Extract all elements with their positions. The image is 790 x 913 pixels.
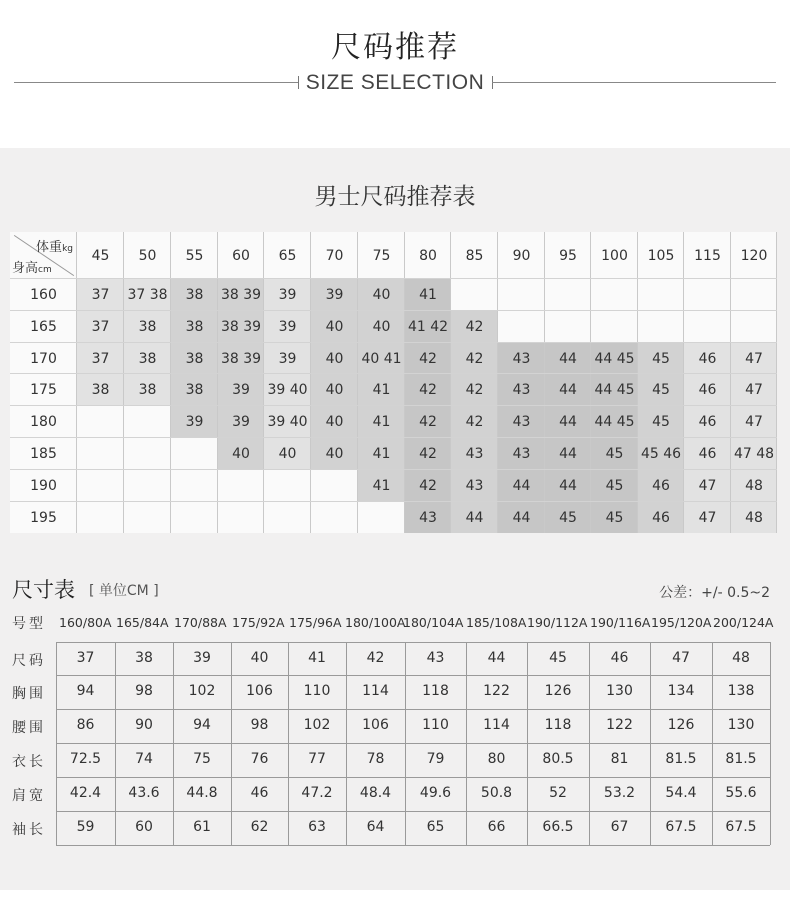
size-cell: 46: [684, 406, 731, 438]
size-cell: 38 39: [218, 311, 264, 343]
size-cell: 40: [311, 343, 358, 374]
page-subtitle: SIZE SELECTION: [305, 71, 485, 94]
size-value: 75: [193, 751, 211, 767]
size-cell: 41: [358, 374, 405, 406]
size-cell: [498, 311, 545, 343]
grid-line: [10, 310, 777, 311]
height-header: 185: [10, 438, 77, 470]
size-cell: 42: [451, 311, 498, 343]
size-value: 72.5: [69, 751, 102, 767]
size-value: 74: [135, 751, 153, 767]
size-value: 47: [672, 650, 690, 666]
size-cell: [171, 438, 218, 470]
table-line: [56, 642, 770, 643]
size-value: 138: [727, 683, 755, 699]
size-value: 54.4: [665, 785, 697, 801]
size-cell: [218, 502, 264, 533]
size-cell: [358, 502, 405, 533]
size-value: 122: [483, 683, 510, 699]
size-table-title: 尺寸表: [12, 578, 75, 602]
grid-corner: [10, 232, 77, 279]
tolerance-note: 公差：+/- 0.5~2: [659, 585, 770, 601]
grid-line: [10, 405, 777, 406]
size-cell: 41: [358, 438, 405, 470]
size-value: 98: [250, 717, 269, 733]
size-value: 80: [487, 751, 506, 767]
size-cell: [638, 311, 684, 343]
size-cell: 44 45: [591, 406, 638, 438]
table-line: [56, 743, 770, 744]
size-cell: [77, 406, 124, 438]
size-cell: 45 46: [638, 438, 684, 470]
size-value: 94: [76, 683, 95, 699]
weight-header: 100: [591, 232, 638, 279]
model-value: 180/100A: [345, 615, 406, 630]
size-value: 86: [76, 717, 95, 733]
model-label: 号型: [12, 616, 46, 632]
height-header: 195: [10, 502, 77, 533]
model-value: 195/120A: [651, 615, 712, 630]
size-cell: 40: [311, 311, 358, 343]
size-value: 60: [135, 819, 153, 835]
size-value: 43.6: [128, 785, 160, 801]
size-value: 114: [483, 717, 510, 733]
size-value: 50.8: [480, 785, 513, 801]
model-value: 185/108A: [466, 615, 527, 630]
size-cell: 40: [358, 311, 405, 343]
size-cell: 47: [731, 343, 777, 374]
size-cell: 43: [498, 343, 545, 374]
size-cell: 37 38: [124, 279, 171, 311]
size-value: 81.5: [725, 751, 757, 767]
size-cell: 43: [451, 470, 498, 502]
size-value: 45: [549, 650, 567, 666]
divider-right: [492, 82, 776, 83]
size-cell: 42: [405, 438, 451, 470]
weight-header: 80: [405, 232, 451, 279]
height-header: 165: [10, 311, 77, 343]
size-cell: [591, 279, 638, 311]
size-cell: 45: [591, 502, 638, 533]
size-value: 64: [366, 819, 385, 835]
size-cell: 43: [405, 502, 451, 533]
size-row-label: 腰围: [12, 720, 46, 736]
model-value: 180/104A: [403, 615, 464, 630]
size-cell: 46: [684, 438, 731, 470]
size-cell: 43: [498, 374, 545, 406]
size-value: 79: [426, 751, 445, 767]
size-cell: [77, 502, 124, 533]
size-value: 65: [426, 819, 445, 835]
size-cell: 41: [358, 470, 405, 502]
recommend-grid: [10, 232, 783, 533]
size-cell: 39 40: [264, 406, 311, 438]
size-cell: 43: [498, 438, 545, 470]
size-cell: [545, 279, 591, 311]
size-cell: 37: [77, 311, 124, 343]
size-value: 42.4: [69, 785, 102, 801]
height-header: 170: [10, 343, 77, 374]
weight-header: 55: [171, 232, 218, 279]
size-value: 78: [366, 751, 385, 767]
size-cell: [124, 406, 171, 438]
model-value: 160/80A: [59, 615, 112, 630]
grid-line: [10, 373, 777, 374]
size-cell: 42: [405, 406, 451, 438]
table-line: [231, 642, 232, 845]
weight-header: 105: [638, 232, 684, 279]
weight-header: 45: [77, 232, 124, 279]
size-cell: 40: [264, 438, 311, 470]
size-value: 52: [549, 785, 567, 801]
size-cell: [731, 279, 777, 311]
size-cell: [591, 311, 638, 343]
size-cell: [77, 438, 124, 470]
size-value: 55.6: [725, 785, 757, 801]
size-value: 134: [667, 683, 695, 699]
size-value: 130: [727, 717, 755, 733]
size-cell: 44: [498, 502, 545, 533]
size-cell: [684, 279, 731, 311]
size-cell: 44 45: [591, 374, 638, 406]
table-line: [405, 642, 406, 845]
size-value: 130: [606, 683, 633, 699]
table-line: [56, 811, 770, 812]
size-cell: 39: [218, 406, 264, 438]
size-value: 40: [250, 650, 269, 666]
size-value: 66.5: [542, 819, 574, 835]
grid-line: [10, 342, 777, 343]
header: [0, 0, 790, 148]
model-value: 190/116A: [590, 615, 651, 630]
size-cell: 38 39: [218, 279, 264, 311]
size-value: 44.8: [186, 785, 218, 801]
size-cell: [124, 470, 171, 502]
size-cell: [311, 502, 358, 533]
size-value: 106: [246, 683, 273, 699]
size-value: 67: [610, 819, 629, 835]
size-cell: 38: [124, 311, 171, 343]
size-value: 80.5: [542, 751, 574, 767]
size-cell: 46: [684, 343, 731, 374]
size-row-label: 尺码: [12, 653, 46, 669]
size-cell: 42: [451, 374, 498, 406]
size-cell: 45: [638, 374, 684, 406]
table-line: [346, 642, 347, 845]
size-cell: 43: [498, 406, 545, 438]
size-value: 77: [308, 751, 326, 767]
size-value: 81: [610, 751, 629, 767]
size-value: 47.2: [301, 785, 333, 801]
size-table-unit: [ 单位CM ]: [89, 583, 159, 599]
size-row-label: 衣长: [12, 754, 46, 770]
size-value: 67.5: [665, 819, 697, 835]
weight-header: 60: [218, 232, 264, 279]
size-value: 66: [487, 819, 506, 835]
table-line: [56, 675, 770, 676]
size-cell: 46: [684, 374, 731, 406]
size-cell: 48: [731, 502, 777, 533]
size-value: 39: [193, 650, 211, 666]
size-cell: 39 40: [264, 374, 311, 406]
table-line: [56, 777, 770, 778]
size-cell: 39: [218, 374, 264, 406]
corner-height-label: 身高cm: [12, 261, 52, 276]
size-cell: 45: [591, 438, 638, 470]
weight-header: 70: [311, 232, 358, 279]
size-cell: 38: [171, 311, 218, 343]
size-value: 76: [250, 751, 269, 767]
weight-header: 65: [264, 232, 311, 279]
model-value: 190/112A: [527, 615, 588, 630]
size-value: 102: [188, 683, 216, 699]
size-value: 81.5: [665, 751, 697, 767]
size-value: 118: [422, 683, 449, 699]
size-cell: [171, 502, 218, 533]
size-cell: 41 42: [405, 311, 451, 343]
size-cell: 37: [77, 343, 124, 374]
bottom-band: [0, 890, 790, 913]
size-value: 94: [193, 717, 211, 733]
size-cell: [311, 470, 358, 502]
weight-header: 90: [498, 232, 545, 279]
size-cell: 41: [405, 279, 451, 311]
size-cell: 44 45: [591, 343, 638, 374]
weight-header: 120: [731, 232, 777, 279]
size-value: 110: [303, 683, 331, 699]
model-row: [0, 613, 790, 635]
size-value: 59: [76, 819, 95, 835]
size-value: 114: [362, 683, 389, 699]
subtitle-row: [14, 70, 776, 98]
model-value: 170/88A: [174, 615, 227, 630]
size-cell: [638, 279, 684, 311]
size-value: 67.5: [725, 819, 757, 835]
size-cell: 45: [591, 470, 638, 502]
table-line: [527, 642, 528, 845]
size-cell: [77, 470, 124, 502]
size-cell: 44: [545, 438, 591, 470]
size-cell: [124, 502, 171, 533]
table-line: [288, 642, 289, 845]
table-line: [589, 642, 590, 845]
size-value: 110: [422, 717, 449, 733]
recommend-title: 男士尺码推荐表: [314, 184, 476, 210]
size-cell: 42: [405, 374, 451, 406]
height-header: 180: [10, 406, 77, 438]
page-title: 尺码推荐: [331, 30, 459, 65]
size-value: 41: [308, 650, 326, 666]
weight-header: 85: [451, 232, 498, 279]
height-header: 160: [10, 279, 77, 311]
size-cell: 39: [171, 406, 218, 438]
model-value: 175/96A: [289, 615, 342, 630]
size-cell: 38: [77, 374, 124, 406]
size-value: 38: [135, 650, 153, 666]
size-cell: [545, 311, 591, 343]
size-cell: 46: [638, 502, 684, 533]
size-cell: 38: [171, 343, 218, 374]
size-cell: 38: [171, 374, 218, 406]
size-cell: 38: [171, 279, 218, 311]
size-cell: [218, 470, 264, 502]
size-cell: 44: [451, 502, 498, 533]
size-cell: 47: [731, 374, 777, 406]
size-value: 37: [76, 650, 95, 666]
size-value: 48.4: [359, 785, 392, 801]
model-value: 165/84A: [116, 615, 169, 630]
size-cell: 42: [451, 343, 498, 374]
size-row-label: 袖长: [12, 822, 46, 838]
size-cell: 45: [638, 406, 684, 438]
size-value: 46: [610, 650, 629, 666]
size-cell: 42: [451, 406, 498, 438]
table-line: [56, 709, 770, 710]
size-cell: [264, 470, 311, 502]
size-cell: 45: [545, 502, 591, 533]
table-line: [712, 642, 713, 845]
size-cell: 44: [545, 343, 591, 374]
size-cell: 47: [684, 470, 731, 502]
size-cell: 39: [311, 279, 358, 311]
size-cell: [264, 502, 311, 533]
height-header: 190: [10, 470, 77, 502]
size-cell: 40: [218, 438, 264, 470]
size-cell: 42: [405, 470, 451, 502]
table-line: [56, 642, 57, 845]
weight-header: 75: [358, 232, 405, 279]
divider-left: [14, 82, 298, 83]
size-cell: 40: [311, 438, 358, 470]
size-cell: 40 41: [358, 343, 405, 374]
size-cell: 39: [264, 343, 311, 374]
size-cell: 41: [358, 406, 405, 438]
table-line: [770, 642, 771, 845]
corner-weight-label: 体重kg: [36, 240, 73, 255]
size-row-label: 胸围: [12, 686, 46, 702]
table-line: [173, 642, 174, 845]
size-value: 49.6: [419, 785, 452, 801]
size-cell: 47: [684, 502, 731, 533]
weight-header: 95: [545, 232, 591, 279]
size-cell: 39: [264, 279, 311, 311]
size-cell: 37: [77, 279, 124, 311]
grid-line: [10, 437, 777, 438]
size-cell: 44: [545, 470, 591, 502]
model-value: 200/124A: [713, 615, 774, 630]
size-value: 118: [544, 717, 572, 733]
table-line: [56, 845, 770, 846]
size-value: 53.2: [603, 785, 636, 801]
size-cell: 44: [545, 374, 591, 406]
size-value: 106: [362, 717, 389, 733]
size-value: 48: [732, 650, 750, 666]
size-cell: 40: [311, 374, 358, 406]
size-cell: 46: [638, 470, 684, 502]
model-value: 175/92A: [232, 615, 285, 630]
size-cell: 43: [451, 438, 498, 470]
size-value: 90: [135, 717, 153, 733]
size-cell: 47 48: [731, 438, 777, 470]
grid-line: [10, 501, 777, 502]
size-cell: 38: [124, 374, 171, 406]
size-cell: 38: [124, 343, 171, 374]
size-cell: 44: [545, 406, 591, 438]
table-line: [650, 642, 651, 845]
size-cell: 39: [264, 311, 311, 343]
size-value: 63: [308, 819, 326, 835]
size-value: 42: [366, 650, 385, 666]
size-cell: [731, 311, 777, 343]
size-cell: 40: [311, 406, 358, 438]
size-value: 46: [250, 785, 269, 801]
size-value: 126: [667, 717, 695, 733]
table-line: [115, 642, 116, 845]
grid-line: [10, 278, 777, 279]
size-row-label: 肩宽: [12, 788, 46, 804]
size-cell: 47: [731, 406, 777, 438]
size-cell: [498, 279, 545, 311]
size-cell: [684, 311, 731, 343]
size-value: 44: [487, 650, 506, 666]
size-value: 98: [135, 683, 153, 699]
size-cell: 38 39: [218, 343, 264, 374]
grid-line: [10, 469, 777, 470]
size-value: 126: [544, 683, 572, 699]
size-value: 43: [426, 650, 445, 666]
size-cell: 42: [405, 343, 451, 374]
size-cell: 44: [498, 470, 545, 502]
weight-header: 50: [124, 232, 171, 279]
size-cell: 48: [731, 470, 777, 502]
height-header: 175: [10, 374, 77, 406]
size-value: 62: [250, 819, 269, 835]
size-value: 102: [303, 717, 331, 733]
size-cell: 45: [638, 343, 684, 374]
size-cell: [171, 470, 218, 502]
size-value: 122: [606, 717, 633, 733]
size-cell: 40: [358, 279, 405, 311]
table-line: [466, 642, 467, 845]
size-cell: [451, 279, 498, 311]
size-table: [0, 642, 790, 846]
weight-header: 115: [684, 232, 731, 279]
size-cell: [124, 438, 171, 470]
size-value: 61: [193, 819, 211, 835]
